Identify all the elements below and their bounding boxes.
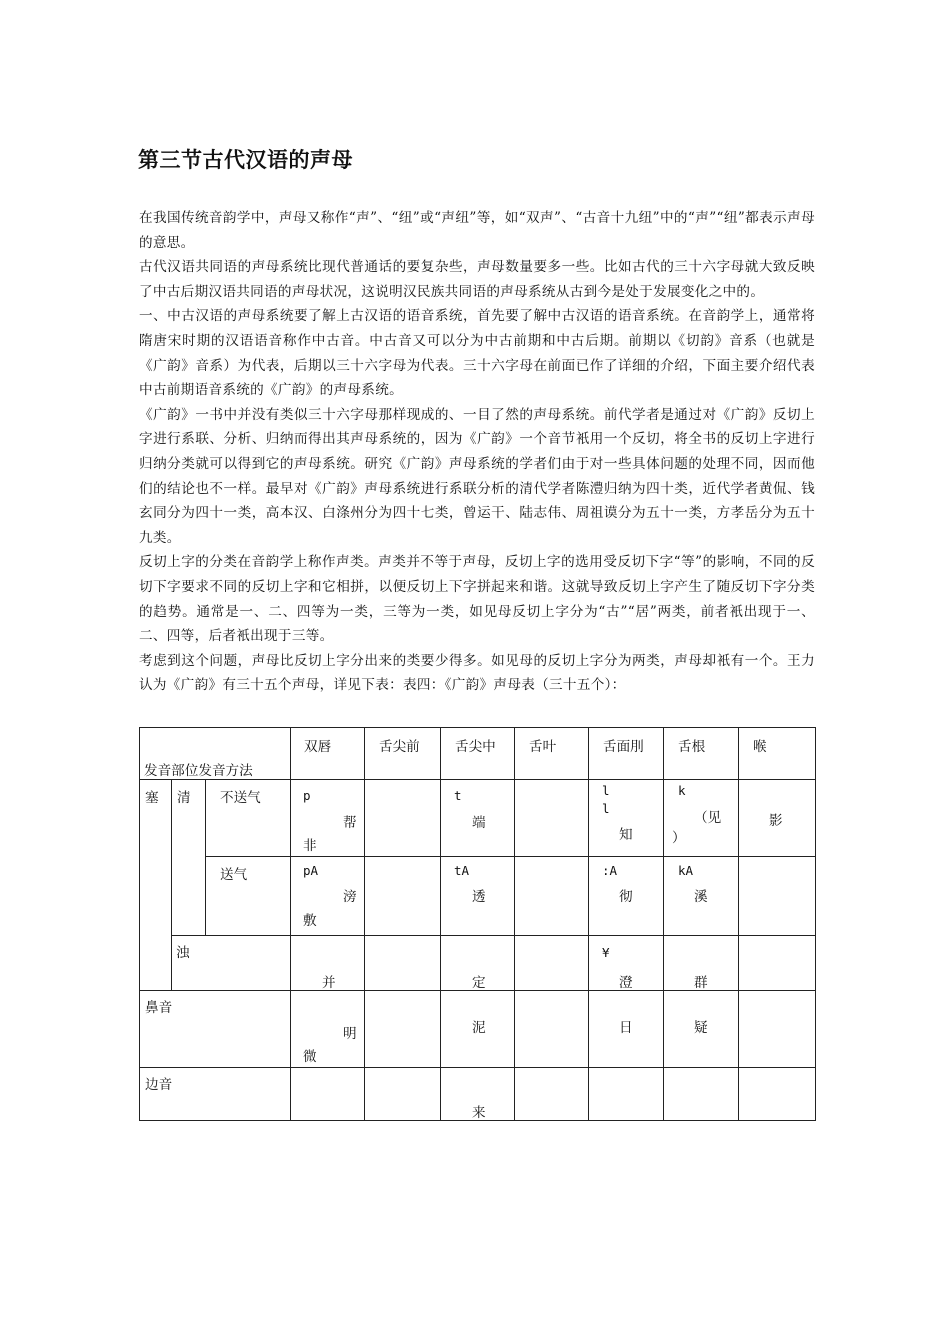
table-cell: 泥 xyxy=(441,991,515,1068)
table-cell xyxy=(515,1068,589,1121)
row-label-bianyin: 边音 xyxy=(140,1068,291,1121)
table-row xyxy=(140,936,816,991)
table-header-row xyxy=(140,728,816,780)
row-label-songqi: 送气 xyxy=(206,857,291,936)
table-cell: 明 微 xyxy=(291,991,365,1068)
table-cell xyxy=(589,1068,664,1121)
row-label-busongqi: 不送气 xyxy=(206,780,291,857)
paragraph: 考虑到这个问题，声母比反切上字分出来的类要少得多。如见母的反切上字分为两类，声母却衹有一个。王力认为《广韵》有三十五个声母，详见下表：表四：《广韵》声母表（三十五个）： xyxy=(139,652,815,694)
table-cell: pA 滂 敷 xyxy=(291,857,365,936)
table-cell xyxy=(365,936,441,991)
table-cell: 影 xyxy=(739,780,816,857)
table-cell xyxy=(515,780,589,857)
paragraph: 古代汉语共同语的声母系统比现代普通话的要复杂些，声母数量要多一些。比如古代的三十六字母就大致反映了中古后期汉语共同语的声母状况，这说明汉民族共同语的声母系统从古到今是处于发展变化之中的。 xyxy=(139,259,815,300)
table-cell xyxy=(365,1068,441,1121)
table-cell: kA 溪 xyxy=(664,857,739,936)
paragraph: 一、中古汉语的声母系统要了解上古汉语的语音系统，首先要了解中古汉语的语音系统。在音韵学上，通常将隋唐宋时期的汉语语音称作中古音。中古音又可以分为中古前期和中古后期。前期以《切韵》音系（也就是《广韵》音系）为代表，后期以三十六字母为代表。三十六字母在前面已作了详细的介绍，下面主要介绍代表中古前期语音系统的《广韵》的声母系统。 xyxy=(139,308,815,399)
row-label-qing: 清 xyxy=(172,780,206,936)
table-cell xyxy=(739,857,816,936)
table-cell: 来 xyxy=(441,1068,515,1121)
table-cell: ¥ 澄 xyxy=(589,936,664,991)
table-cell xyxy=(515,857,589,936)
table-cell xyxy=(739,991,816,1068)
initials-table xyxy=(139,727,816,1121)
column-header: 喉 xyxy=(739,728,816,780)
table-cell xyxy=(365,991,441,1068)
table-cell xyxy=(739,936,816,991)
table-cell xyxy=(515,991,589,1068)
table-cell: t 端 xyxy=(441,780,515,857)
table-cell xyxy=(664,1068,739,1121)
column-header: 舌尖中 xyxy=(441,728,515,780)
table-cell: k （见 ） xyxy=(664,780,739,857)
table-cell: 定 xyxy=(441,936,515,991)
page-title: 第三节古代汉语的声母 xyxy=(138,148,353,172)
corner-label: 发音部位发音方法 xyxy=(144,763,253,779)
table-cell: tA 透 xyxy=(441,857,515,936)
corner-cell xyxy=(140,728,291,780)
table-row xyxy=(140,1068,816,1121)
table-cell: p 帮 非 xyxy=(291,780,365,857)
table-cell: 日 xyxy=(589,991,664,1068)
table-cell xyxy=(291,1068,365,1121)
paragraph: 在我国传统音韵学中，声母又称作“声”、“纽”或“声纽”等，如“双声”、“古音十九纽”中的“声”“纽”都表示声母的意思。 xyxy=(139,210,815,251)
table-row xyxy=(140,991,816,1068)
table-cell xyxy=(739,1068,816,1121)
column-header: 舌叶 xyxy=(515,728,589,780)
paragraph: 《广韵》一书中并没有类似三十六字母那样现成的、一目了然的声母系统。前代学者是通过对《广韵》反切上字进行系联、分析、归纳而得出其声母系统的，因为《广韵》一个音节衹用一个反切，将全书的反切上字进行归纳分类就可以得到它的声母系统。研究《广韵》声母系统的学者们由于对一些具体问题的处理不同，因而他们的结论也不一样。最早对《广韵》声母系统进行系联分析的清代学者陈澧归纳为四十类，近代学者黄侃、钱玄同分为四十一类，高本汉、白涤州分为四十七类，曾运干、陆志伟、周祖谟分为五十一类，方孝岳分为五十九类。 xyxy=(139,406,815,546)
table-cell: 并 xyxy=(291,936,365,991)
row-label-sai: 塞 xyxy=(140,780,172,991)
table-cell: 疑 xyxy=(664,991,739,1068)
table-cell: l l 知 xyxy=(589,780,664,857)
table-cell xyxy=(365,857,441,936)
table-cell: 群 xyxy=(664,936,739,991)
column-header: 舌根 xyxy=(664,728,739,780)
column-header: 双唇 xyxy=(291,728,365,780)
paragraph: 反切上字的分类在音韵学上称作声类。声类并不等于声母，反切上字的选用受反切下字“等”的影响，不同的反切下字要求不同的反切上字和它相拼，以便反切上下字拼起来和谐。这就导致反切上字产生了随反切下字分类的趋势。通常是一、二、四等为一类，三等为一类，如见母反切上字分为“古”“居”两类，前者衹出现于一、二、四等，后者衹出现于三等。 xyxy=(139,554,815,645)
row-label-zhuo: 浊 xyxy=(172,936,291,991)
table-row xyxy=(140,780,816,857)
table-cell xyxy=(365,780,441,857)
table-cell: :A 彻 xyxy=(589,857,664,936)
row-label-biyin: 鼻音 xyxy=(140,991,291,1068)
table-row xyxy=(140,857,816,936)
column-header: 舌面刖 xyxy=(589,728,664,780)
table-cell xyxy=(515,936,589,991)
body-text xyxy=(139,206,815,698)
column-header: 舌尖前 xyxy=(365,728,441,780)
